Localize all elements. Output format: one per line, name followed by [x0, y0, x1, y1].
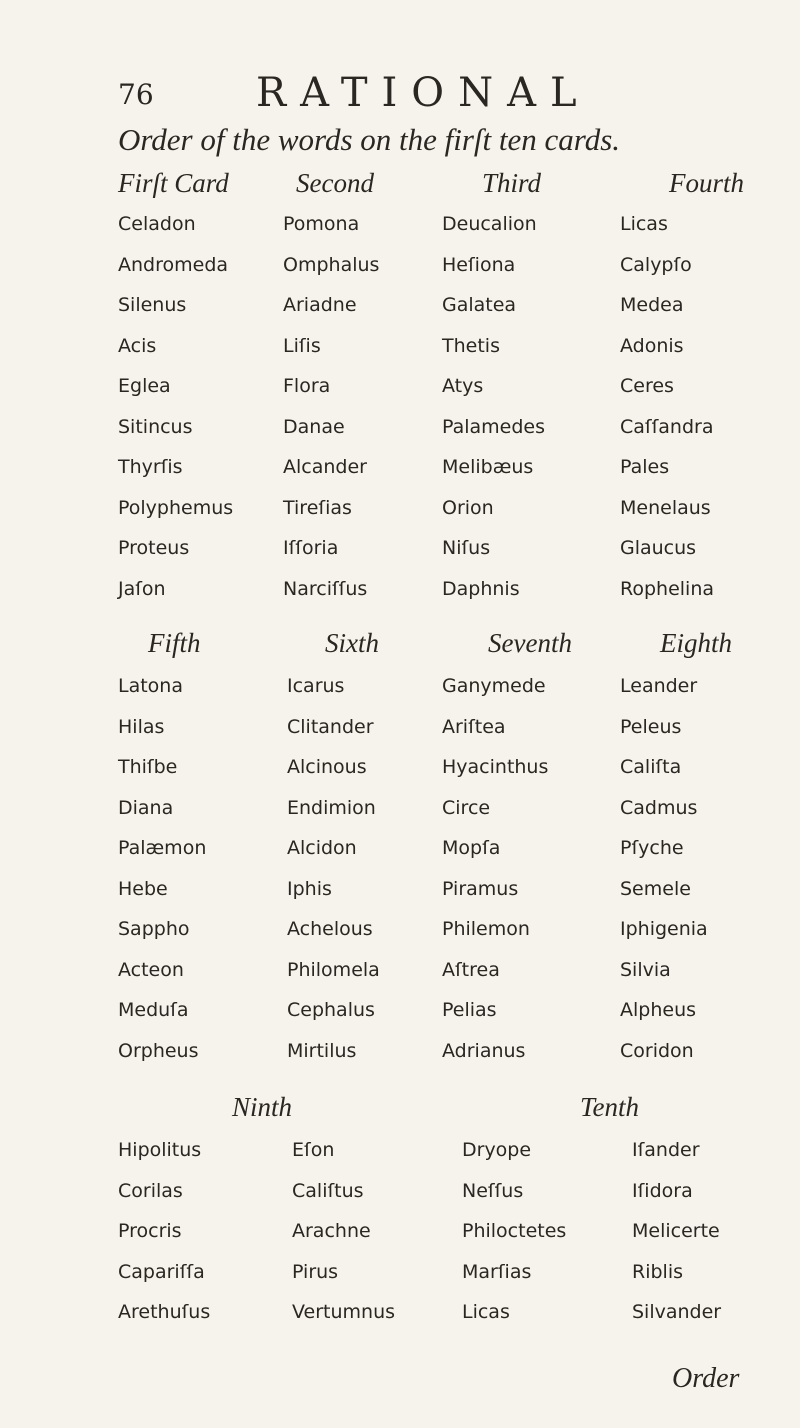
- word-cell: Licas: [620, 213, 668, 235]
- running-title: RATIONAL: [256, 70, 591, 116]
- word-cell: Arachne: [292, 1220, 371, 1242]
- column-fifth: [118, 666, 206, 1071]
- word-cell: Eſon: [292, 1139, 335, 1161]
- word-cell: Mopſa: [442, 837, 501, 859]
- column-ninth-b: [292, 1130, 395, 1333]
- heading-eighth: Eighth: [660, 628, 732, 658]
- word-cell: Meduſa: [118, 999, 189, 1021]
- word-cell: Arethuſus: [118, 1301, 211, 1323]
- word-cell: Iphis: [287, 877, 332, 900]
- column-tenth-a: [462, 1130, 566, 1333]
- word-cell: Licas: [462, 1301, 510, 1323]
- column-tenth-b: [632, 1130, 721, 1333]
- word-cell: Deucalion: [442, 213, 537, 235]
- word-cell: Pales: [620, 456, 670, 478]
- heading-tenth: Tenth: [580, 1092, 640, 1122]
- word-cell: Alcander: [283, 456, 367, 478]
- catchword: Order: [672, 1363, 740, 1394]
- word-cell: Piramus: [442, 877, 519, 900]
- word-cell: Melicerte: [632, 1220, 720, 1242]
- word-cell: Alcinous: [287, 756, 367, 778]
- word-cell: Pomona: [283, 213, 360, 235]
- word-cell: Celadon: [118, 213, 196, 235]
- word-cell: Alpheus: [620, 999, 697, 1021]
- word-cell: Silvia: [620, 958, 671, 981]
- word-cell: Iphigenia: [620, 918, 708, 940]
- word-cell: Acteon: [118, 958, 184, 981]
- word-cell: Thyrſis: [118, 456, 183, 478]
- word-cell: Polyphemus: [118, 496, 234, 519]
- word-cell: Achelous: [287, 918, 373, 940]
- heading-second: Second: [296, 168, 374, 198]
- word-cell: Jaſon: [118, 577, 166, 600]
- word-cell: Endimion: [287, 796, 376, 819]
- word-cell: Pſyche: [620, 837, 684, 859]
- word-cell: Acis: [118, 334, 157, 357]
- word-cell: Ceres: [620, 375, 674, 397]
- word-cell: Orion: [442, 496, 494, 519]
- word-cell: Capariſſa: [118, 1260, 205, 1283]
- word-cell: Glaucus: [620, 537, 697, 559]
- word-cell: Iſſoria: [283, 537, 339, 559]
- column-third: [442, 204, 545, 609]
- word-cell: Procris: [118, 1220, 182, 1242]
- word-cell: Sitincus: [118, 415, 193, 438]
- word-cell: Menelaus: [620, 496, 711, 519]
- word-cell: Atys: [442, 375, 484, 397]
- heading-seventh: Seventh: [488, 628, 572, 658]
- word-cell: Calypſo: [620, 253, 692, 276]
- word-cell: Clitander: [287, 715, 374, 738]
- word-cell: Philemon: [442, 918, 530, 940]
- word-cell: Ariſtea: [442, 715, 506, 738]
- word-cell: Niſus: [442, 537, 491, 559]
- column-fourth: [620, 204, 714, 609]
- page-header: [118, 70, 778, 120]
- word-cell: Semele: [620, 877, 691, 900]
- word-cell: Rophelina: [620, 577, 715, 600]
- word-cell: Coridon: [620, 1039, 694, 1062]
- word-cell: Silenus: [118, 294, 187, 316]
- word-cell: Peleus: [620, 715, 682, 738]
- column-sixth: [287, 666, 380, 1071]
- heading-first-card: Firſt Card: [118, 168, 229, 198]
- word-cell: Silvander: [632, 1301, 722, 1323]
- column-seventh: [442, 666, 548, 1071]
- word-cell: Alcidon: [287, 837, 357, 859]
- word-cell: Medea: [620, 294, 684, 316]
- word-cell: Philoctetes: [462, 1220, 567, 1242]
- word-cell: Proteus: [118, 537, 190, 559]
- column-second: [283, 204, 379, 609]
- word-cell: Orpheus: [118, 1039, 199, 1062]
- column-ninth-a: [118, 1130, 210, 1333]
- word-cell: Ariadne: [283, 294, 357, 316]
- word-cell: Riblis: [632, 1260, 683, 1283]
- word-cell: Andromeda: [118, 253, 229, 276]
- word-cell: Circe: [442, 796, 491, 819]
- word-cell: Caſſandra: [620, 415, 714, 438]
- word-cell: Melibæus: [442, 456, 534, 478]
- heading-third: Third: [482, 168, 542, 198]
- word-cell: Narciſſus: [283, 577, 368, 600]
- column-eighth: [620, 666, 708, 1071]
- word-cell: Thiſbe: [118, 756, 178, 778]
- word-cell: Icarus: [287, 675, 345, 697]
- heading-fifth: Fifth: [148, 628, 201, 658]
- word-cell: Corilas: [118, 1179, 183, 1202]
- word-cell: Palamedes: [442, 415, 546, 438]
- table-caption: Order of the words on the firſt ten cards.: [118, 122, 621, 157]
- column-first-card: [118, 204, 233, 609]
- word-cell: Tireſias: [283, 496, 352, 519]
- word-cell: Cephalus: [287, 999, 375, 1021]
- word-cell: Pelias: [442, 999, 497, 1021]
- heading-sixth: Sixth: [325, 628, 379, 658]
- word-cell: Dryope: [462, 1139, 532, 1161]
- word-cell: Vertumnus: [292, 1301, 396, 1323]
- word-cell: Aſtrea: [442, 958, 500, 981]
- word-cell: Diana: [118, 796, 174, 819]
- word-cell: Caliſtus: [292, 1179, 364, 1202]
- word-cell: Caliſta: [620, 756, 682, 778]
- word-cell: Hebe: [118, 877, 168, 900]
- word-cell: Philomela: [287, 958, 380, 981]
- word-cell: Neſſus: [462, 1179, 524, 1202]
- word-cell: Omphalus: [283, 253, 380, 276]
- word-cell: Iſander: [632, 1139, 700, 1161]
- word-cell: Sappho: [118, 918, 190, 940]
- word-cell: Hipolitus: [118, 1139, 202, 1161]
- word-cell: Leander: [620, 675, 698, 697]
- word-cell: Flora: [283, 375, 331, 397]
- heading-fourth: Fourth: [669, 168, 745, 198]
- word-cell: Cadmus: [620, 796, 698, 819]
- word-cell: Marſias: [462, 1260, 532, 1283]
- word-cell: Latona: [118, 675, 183, 697]
- page-number: 76: [118, 78, 154, 111]
- word-cell: Eglea: [118, 375, 171, 397]
- word-cell: Ganymede: [442, 675, 546, 697]
- word-cell: Danae: [283, 415, 345, 438]
- word-cell: Mirtilus: [287, 1039, 357, 1062]
- word-cell: Adonis: [620, 334, 684, 357]
- heading-ninth: Ninth: [232, 1092, 293, 1122]
- word-cell: Heſiona: [442, 253, 516, 276]
- word-cell: Iſidora: [632, 1179, 693, 1202]
- word-cell: Hilas: [118, 715, 165, 738]
- word-cell: Pirus: [292, 1260, 339, 1283]
- word-cell: Thetis: [442, 334, 500, 357]
- word-cell: Hyacinthus: [442, 756, 549, 778]
- word-cell: Galatea: [442, 294, 517, 316]
- word-cell: Daphnis: [442, 577, 520, 600]
- word-cell: Adrianus: [442, 1039, 526, 1062]
- word-cell: Palæmon: [118, 837, 207, 859]
- word-cell: Liſis: [283, 334, 321, 357]
